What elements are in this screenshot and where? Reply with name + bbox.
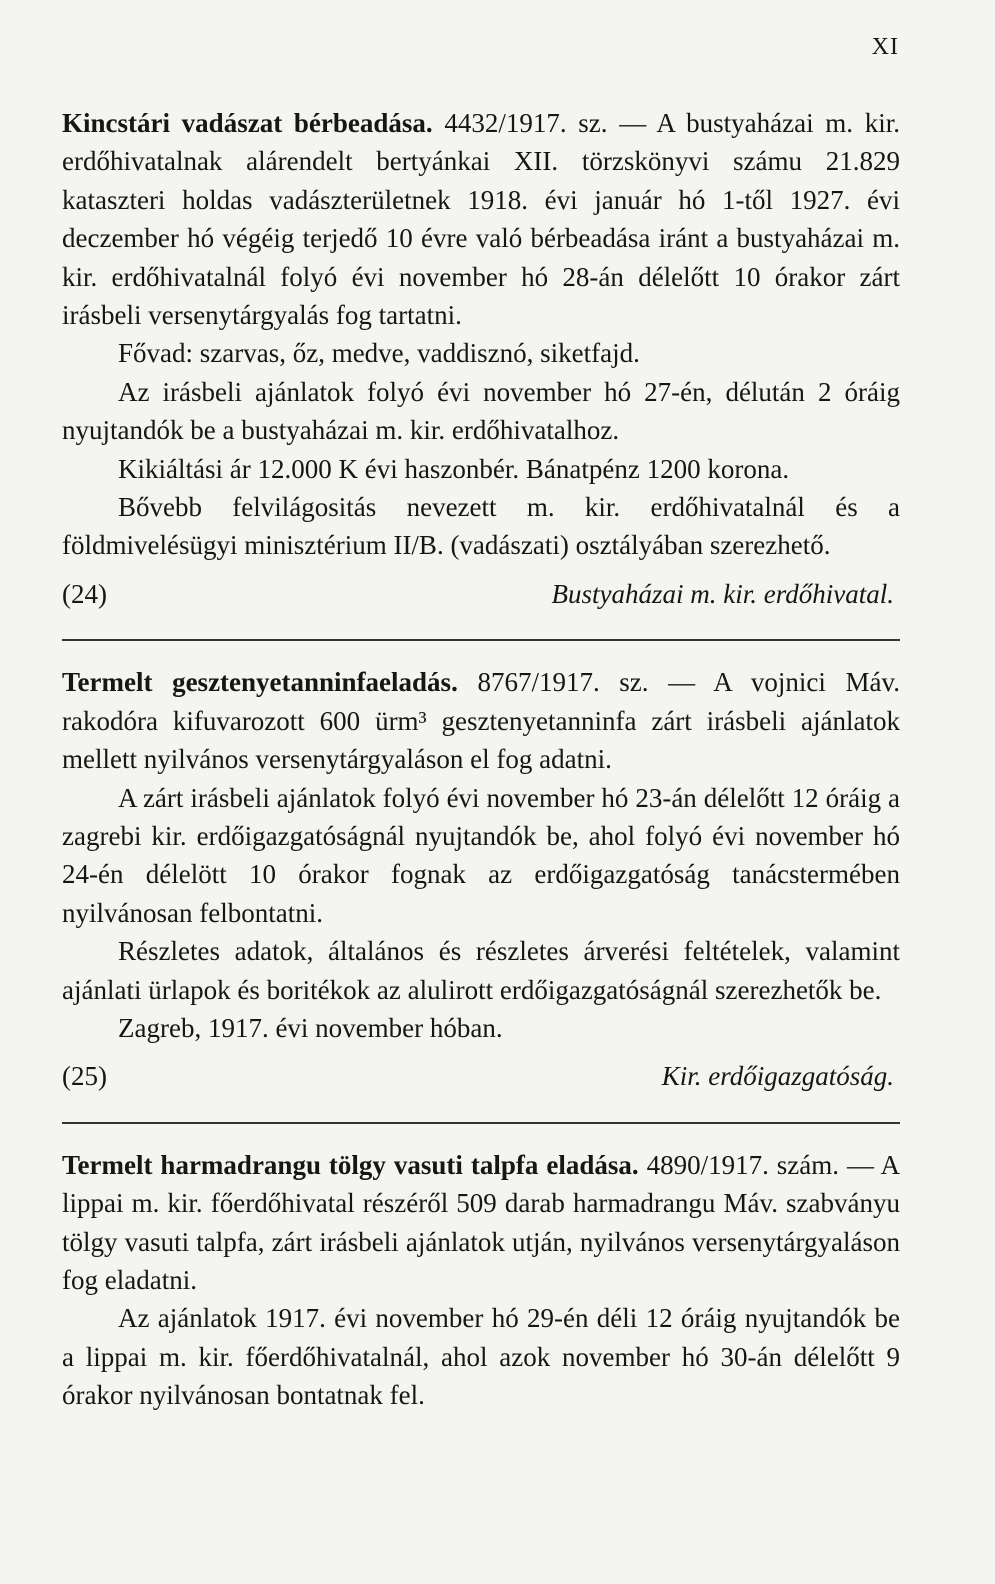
notice-title: Kincstári vadászat bérbeadása. [62, 108, 433, 138]
notice-paragraph: Termelt gesztenyetanninfaeladás. 8767/1917. sz. — A vojnici Máv. rakodóra kifuvarozott 600 ürm³ gesztenyetanninfa zárt irásbeli ajánlatok mellett nyilvános versenytárgyaláson el fog adatni. [62, 667, 900, 775]
notice-paragraph: Kikiáltási ár 12.000 K évi haszonbér. Bánatpénz 1200 korona. [118, 453, 790, 484]
notice-signature: Bustyaházai m. kir. erdőhivatal. [551, 578, 894, 609]
notice-paragraph: Zagreb, 1917. évi november hóban. [118, 1012, 503, 1043]
notice-paragraph: Kincstári vadászat bérbeadása. 4432/1917. sz. — A bustyaházai m. kir. erdőhivatalnak alárendelt bertyánkai XII. törzskönyvi számu 21.829 kataszteri holdas vadászterületnek 1918. évi január hó 1-től 1927. évi deczember hó végéig terjedő 10 évre való bérbeadása iránt a bustyaházai m. kir. erdőhivatalnál folyó évi november hó 28-án délelőtt 10 órakor zárt irásbeli versenytárgyalás fog tartatni. [62, 108, 900, 331]
notice-paragraph: Fővad: szarvas, őz, medve, vaddisznó, siketfajd. [118, 338, 640, 369]
notice-number: (24) [62, 578, 107, 609]
notice-signature-line [62, 1057, 900, 1095]
notice-paragraph: Termelt harmadrangu tölgy vasuti talpfa eladása. 4890/1917. szám. — A lippai m. kir. főerdőhivatal részéről 509 darab harmadrangu Máv. szabványu tölgy vasuti talpfa, zárt irásbeli ajánlatok utján, nyilvános versenytárgyaláson fog eladatni. [62, 1149, 900, 1295]
notice-paragraph: A zárt irásbeli ajánlatok folyó évi november hó 23-án délelőtt 12 óráig a zagrebi kir. erdőigazgatóságnál nyujtandók be, ahol folyó évi november hó 24-én délelött 10 órakor fognak az erdőigazgatóság tanácstermében nyilvánosan felbontatni. [62, 782, 900, 928]
notice-number: (25) [62, 1061, 107, 1092]
notice-vadaszat [62, 104, 900, 613]
notice-gesztenyetannin [62, 663, 900, 1095]
separator-rule [62, 639, 900, 641]
notice-talpfa [62, 1146, 900, 1415]
notice-paragraph: Bővebb felvilágositás nevezett m. kir. erdőhivatalnál és a földmivelésügyi minisztérium II/B. (vadászati) osztályában szerezhető. [62, 492, 900, 561]
page-number: XI [871, 34, 899, 60]
notice-signature: Kir. erdőigazgatóság. [661, 1061, 894, 1092]
notice-title: Termelt gesztenyetanninfaeladás. [62, 667, 458, 698]
notice-title: Termelt harmadrangu tölgy vasuti talpfa eladása. [62, 1149, 639, 1180]
notice-paragraph: Az irásbeli ajánlatok folyó évi november hó 27-én, délután 2 óráig nyujtandók be a bustyaházai m. kir. erdőhivatalhoz. [62, 376, 900, 446]
notice-signature-line [62, 575, 900, 613]
notice-paragraph: Az ajánlatok 1917. évi november hó 29-én déli 12 óráig nyujtandók be a lippai m. kir. főerdőhivatalnál, ahol azok november hó 30-án délelőtt 9 órakor nyilvánosan bontatnak fel. [62, 1303, 900, 1411]
page-content [62, 104, 900, 1415]
separator-rule [62, 1122, 900, 1124]
notice-paragraph: Részletes adatok, általános és részletes árverési feltételek, valamint ajánlati ürlapok és boritékok az alulirott erdőigazgatóságnál szerezhetők be. [62, 936, 900, 1005]
